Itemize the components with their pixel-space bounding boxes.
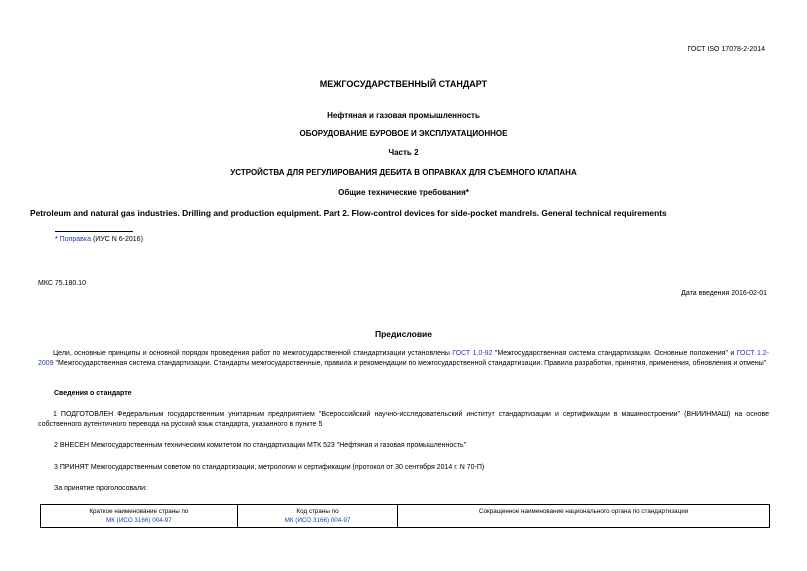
mk-iso-link-1[interactable]: МК (ИСО 3166) 004-97	[106, 517, 172, 524]
voting-table	[40, 504, 770, 528]
english-title: Petroleum and natural gas industries. Drilling and production equipment. Part 2. Flow-control devices for side-pocket mandrels. General technical requirements	[30, 208, 667, 218]
col-country-name-header: Краткое наименование страны по МК (ИСО 3166) 004-97	[41, 505, 238, 528]
gost-1-0-link[interactable]: ГОСТ 1.0-92	[452, 350, 493, 357]
preface-text-c: "Межгосударственная система стандартизации. Стандарты межгосударственные, правила и рекомендации по межгосударственной стандартизации. Правила разработки, принятия, применения, обновления и отмены"	[53, 360, 767, 367]
footnote-rest: (ИУС N 6-2016)	[91, 236, 143, 243]
document-code: ГОСТ ISO 17078-2-2014	[687, 46, 765, 53]
table-header-row	[41, 505, 770, 528]
voted-label: За принятие проголосовали:	[54, 485, 147, 492]
amendment-link[interactable]: Поправка	[59, 236, 92, 243]
part-title: Часть 2	[388, 148, 419, 157]
footnote-divider	[55, 231, 133, 232]
preface-text-a: Цели, основные принципы и основной порядок проведения работ по межгосударственной стандартизации установлены	[53, 350, 453, 357]
mk-iso-link-2[interactable]: МК (ИСО 3166) 004-97	[284, 517, 351, 524]
general-requirements-title: Общие технические требования*	[338, 188, 469, 197]
item-submitted: 2 ВНЕСЕН Межгосударственным техническим комитетом по стандартизации МТК 523 "Нефтяная и газовая промышленность"	[54, 442, 467, 449]
intro-date: Дата введения 2016-02-01	[681, 290, 767, 297]
gost-1-2-link[interactable]: ГОСТ 1.2-2009	[38, 350, 770, 367]
item-adopted: 3 ПРИНЯТ Межгосударственным советом по стандартизации, метрологии и сертификации (протокол от 30 сентября 2014 г. N 70-П)	[54, 464, 485, 471]
col-country-code-header: Код страны по МК (ИСО 3166) 004-97	[237, 505, 397, 528]
col-national-body-header: Сокращенное наименование национального органа по стандартизации	[398, 505, 770, 528]
subject-title: УСТРОЙСТВА ДЛЯ РЕГУЛИРОВАНИЯ ДЕБИТА В ОПРАВКАХ ДЛЯ СЪЕМНОГО КЛАПАНА	[230, 168, 577, 177]
about-standard-heading: Сведения о стандарте	[54, 390, 132, 397]
footnote-mark: *	[55, 236, 60, 243]
preface-paragraph	[38, 349, 769, 369]
preface-heading: Предисловие	[374, 329, 433, 339]
preface-text-b: "Межгосударственная система стандартизации. Основные положения" и	[492, 350, 737, 357]
mks-code: МКС 75.180.10	[38, 280, 86, 287]
industry-title: Нефтяная и газовая промышленность	[327, 111, 480, 120]
footnote	[55, 236, 143, 243]
item-prepared: 1 ПОДГОТОВЛЕН Федеральным государственным унитарным предприятием "Всероссийский научно-исследовательский институт стандартизации и сертификации в машиностроении" (ВНИИНМАШ) на основе собственного аутентичного перевода на русский язык стандарта, указанного в пункте 5	[38, 411, 769, 428]
standard-type: МЕЖГОСУДАРСТВЕННЫЙ СТАНДАРТ	[319, 79, 488, 89]
equipment-title: ОБОРУДОВАНИЕ БУРОВОЕ И ЭКСПЛУАТАЦИОННОЕ	[299, 129, 508, 138]
